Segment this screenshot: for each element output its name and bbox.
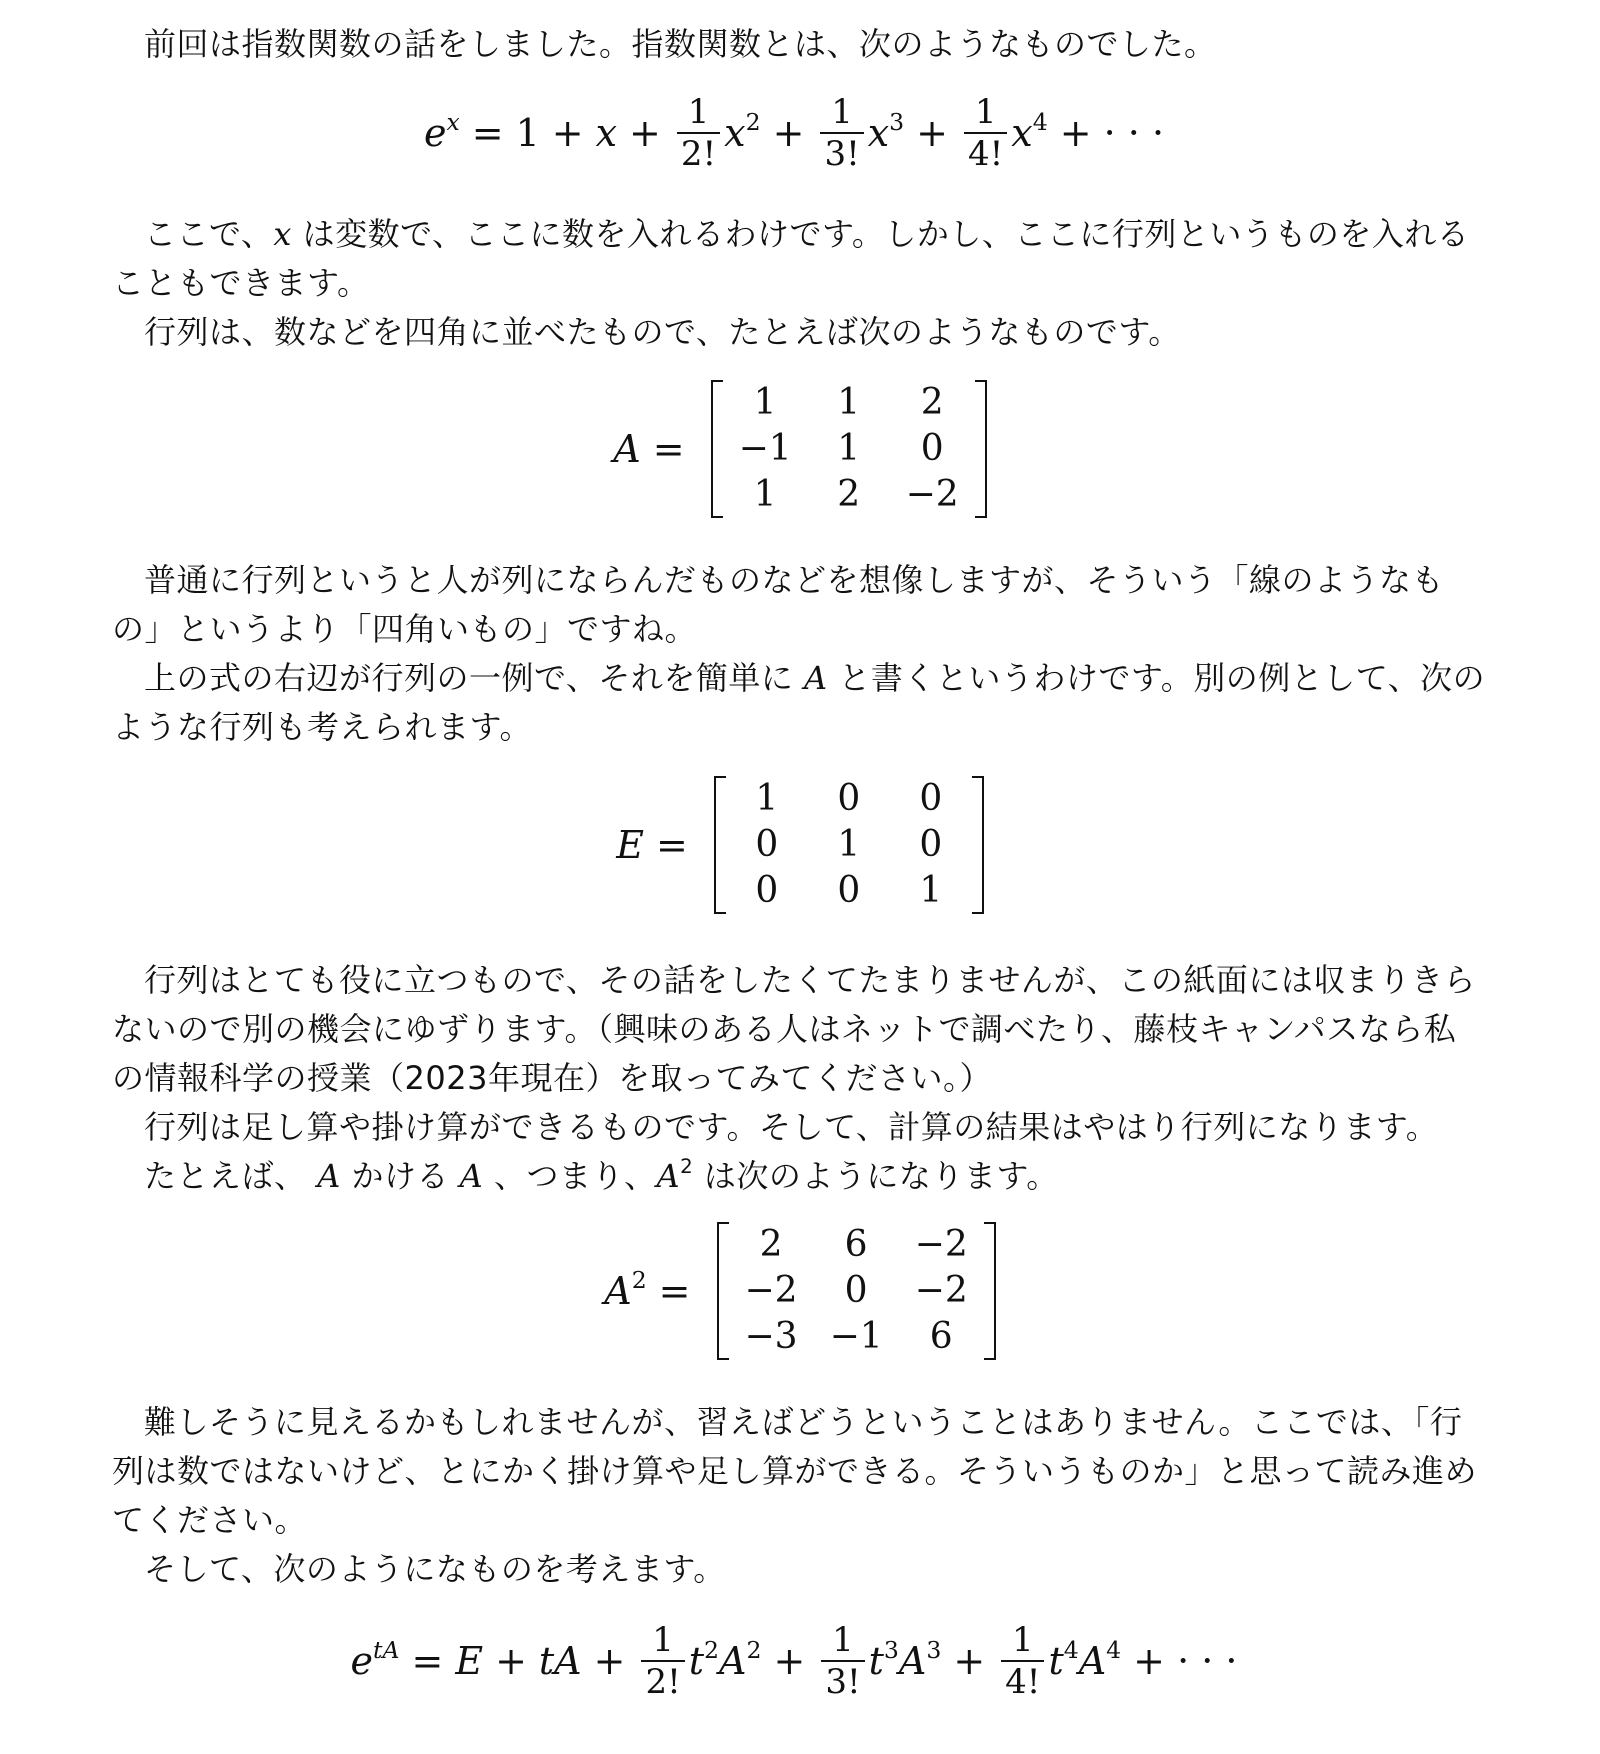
text-line: 普通に行列というと人が列にならんだものなどを想像しますが、そういう「線のようなも [144, 561, 1445, 599]
matrix-body: 1 1 2 −1 1 0 1 2 −2 [738, 382, 959, 515]
text-line: 行列はとても役に立つもので、その話をしたくてたまりませんが、この紙面には収まりきら [144, 961, 1476, 999]
text-line: てください。 [112, 1501, 308, 1539]
eq-term: $t^4A^4$ [1048, 1635, 1122, 1683]
left-bracket [717, 1222, 729, 1360]
text-line: 行列は、数などを四角に並べたもので、たとえば次のようなものです。 [144, 313, 1181, 351]
eq-plus: + [953, 1639, 986, 1683]
fraction: $\frac{1}{4!}$ [964, 92, 1007, 174]
eq-term: $x^2$ [724, 107, 761, 155]
text-line: の情報科学の授業（2023年現在）を取ってみてください。） [112, 1059, 992, 1097]
matrix [714, 776, 984, 914]
text-line: 難しそうに見えるかもしれませんが、習えばどうということはありません。ここでは、「行 [144, 1403, 1463, 1441]
fraction: $\frac{1}{2!}$ [641, 1620, 684, 1702]
text-line: ここで、x は変数で、ここに数を入れるわけです。しかし、ここに行列というものを入れる [144, 215, 1470, 253]
fraction: $\frac{1}{3!}$ [821, 1620, 864, 1702]
matrix [711, 380, 987, 518]
eq-tail: + · · · [1059, 111, 1165, 155]
eq-plus: + [773, 1639, 806, 1683]
eq-plus: + [593, 1639, 626, 1683]
equation-exp-series [0, 92, 1600, 174]
fraction: $\frac{1}{3!}$ [820, 92, 863, 174]
right-bracket [972, 776, 984, 914]
text-line: 行列は足し算や掛け算ができるものです。そして、計算の結果はやはり行列になります。 [144, 1108, 1439, 1146]
matrix-body: 2 6 −2 −2 0 −2 −3 −1 6 [744, 1224, 968, 1357]
eq-term: E [455, 1639, 484, 1683]
right-bracket [975, 380, 987, 518]
matrix-label: E [616, 823, 644, 867]
text-line: こともできます。 [112, 264, 370, 302]
eq-term: $t^2A^2$ [688, 1635, 762, 1683]
eq-tail: + · · · [1133, 1639, 1238, 1683]
left-bracket [714, 776, 726, 914]
eq-term: 1 [515, 111, 540, 155]
text-line: ないので別の機会にゆずります。（興味のある人はネットで調べたり、藤枝キャンパスなら私 [112, 1010, 1457, 1048]
fraction: $\frac{1}{4!}$ [1001, 1620, 1044, 1702]
paragraph-usefulness [112, 956, 1492, 1201]
equation-matrix-a [0, 380, 1600, 518]
matrix-label: $A^2$ [604, 1265, 647, 1313]
eq-lhs: $e^{tA}$ [350, 1635, 400, 1683]
matrix-label: A [613, 427, 641, 471]
paragraph-intro [112, 20, 1492, 69]
eq-term: tA [538, 1639, 582, 1683]
text-line: 列は数ではないけど、とにかく掛け算や足し算ができる。そういうものか」と思って読み進め [112, 1452, 1478, 1490]
eq-plus: + [551, 111, 584, 155]
eq-term: $x^3$ [867, 107, 905, 155]
eq-equals: = [658, 1269, 691, 1313]
equation-matrix-e [0, 776, 1600, 914]
eq-equals: = [652, 427, 685, 471]
paragraph-matrix-shape [112, 556, 1492, 752]
equation-matrix-a-squared [0, 1222, 1600, 1360]
equation-matrix-exponential [0, 1620, 1600, 1702]
text-line: ような行列も考えられます。 [112, 708, 532, 746]
right-bracket [984, 1222, 996, 1360]
eq-plus: + [495, 1639, 527, 1683]
paragraph-variable [112, 210, 1492, 357]
eq-equals: = [411, 1639, 444, 1683]
paragraph-reading-guide [112, 1398, 1492, 1594]
text-line: の」というより「四角いもの」ですね。 [112, 610, 698, 648]
eq-term: x [595, 111, 618, 155]
matrix-body: 1 0 0 0 1 0 0 0 1 [755, 778, 943, 911]
eq-plus: + [629, 111, 661, 155]
matrix [717, 1222, 996, 1360]
eq-plus: + [916, 111, 948, 155]
eq-term: $t^3A^3$ [868, 1635, 942, 1683]
text-line: 前回は指数関数の話をしました。指数関数とは、次のようなものでした。 [144, 25, 1217, 63]
eq-lhs: $e^x$ [423, 107, 460, 155]
fraction: $\frac{1}{2!}$ [677, 92, 720, 174]
eq-equals: = [655, 823, 688, 867]
eq-equals: = [471, 111, 504, 155]
text-line: 上の式の右辺が行列の一例で、それを簡単に A と書くというわけです。別の例として、次の [144, 659, 1486, 697]
text-line: そして、次のようになものを考えます。 [144, 1550, 726, 1588]
text-line: たとえば、 A かける A 、つまり、$A^2$ は次のようになります。 [144, 1155, 1059, 1195]
eq-plus: + [772, 111, 805, 155]
left-bracket [711, 380, 723, 518]
eq-term: $x^4$ [1011, 107, 1048, 155]
